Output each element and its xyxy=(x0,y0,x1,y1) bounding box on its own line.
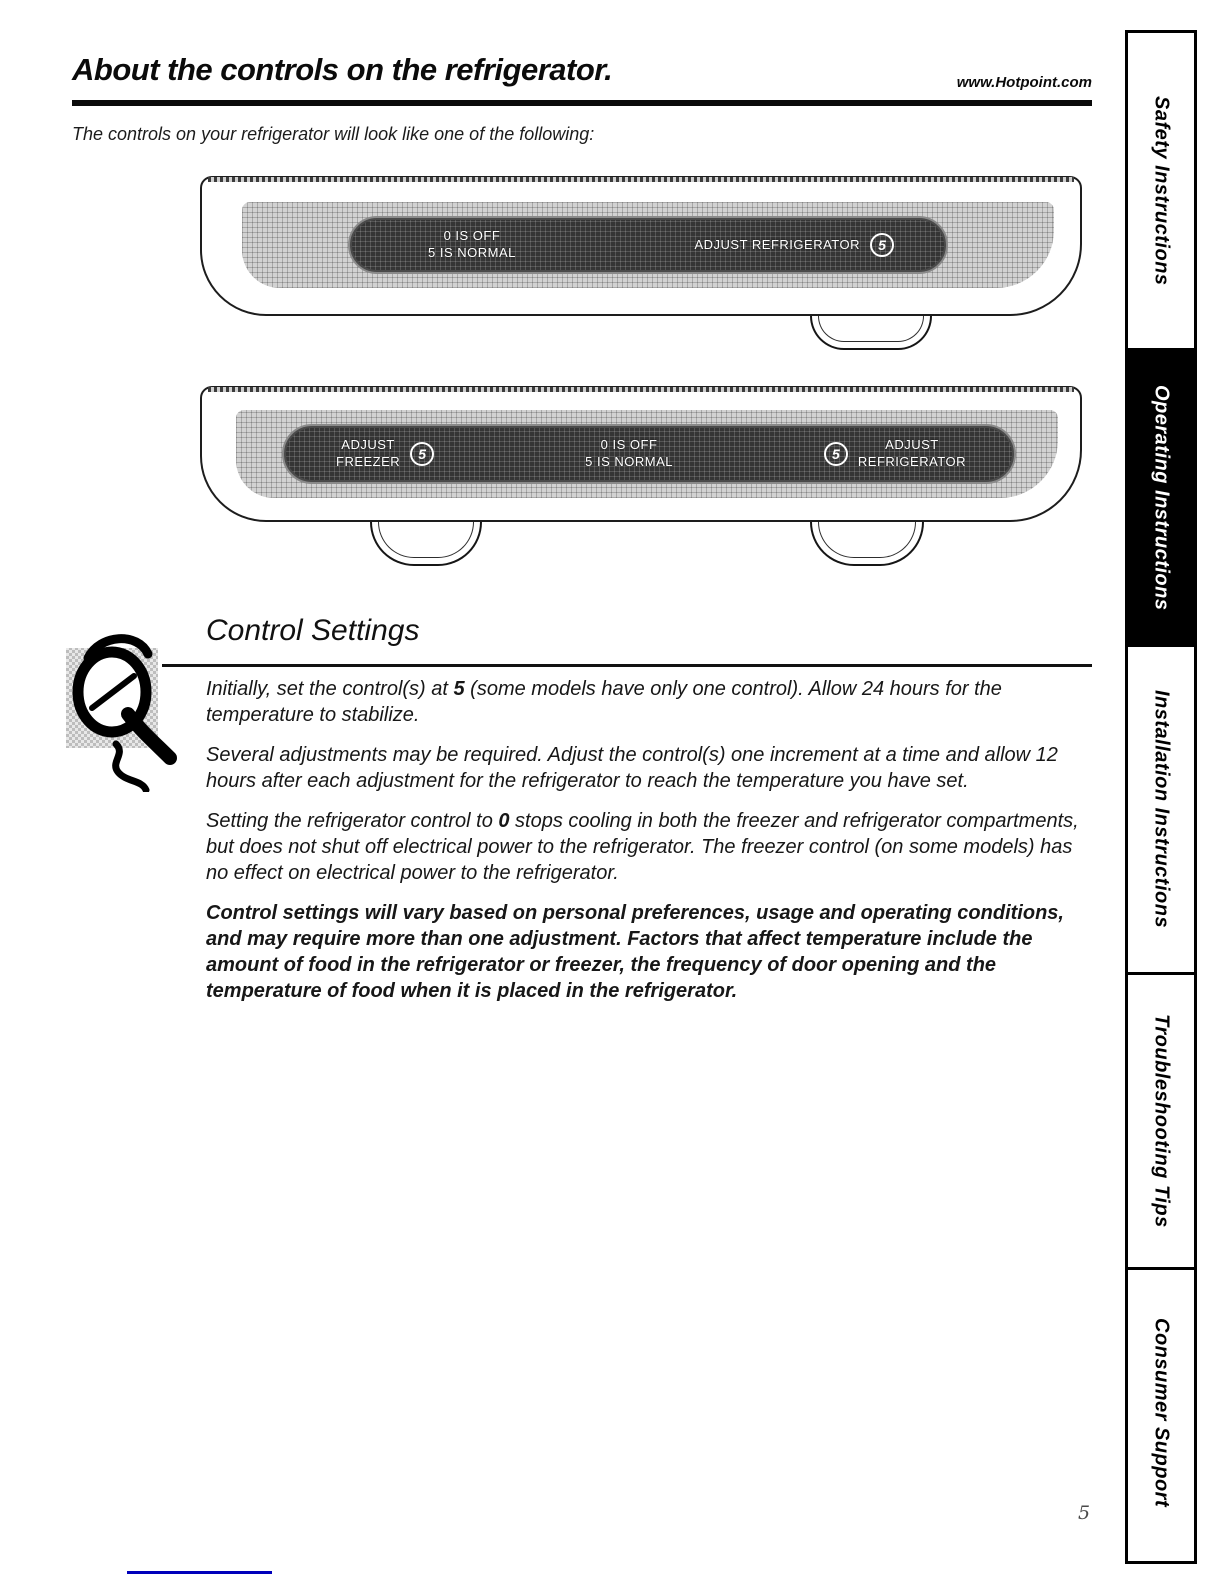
dial-scale-label: 0 IS OFF 5 IS NORMAL xyxy=(428,228,516,260)
adjust-refrigerator-label: ADJUST REFRIGERATOR xyxy=(694,236,860,252)
adjust-refrigerator-label: ADJUST REFRIGERATOR xyxy=(857,437,966,469)
dial-scale-label: 0 IS OFF 5 IS NORMAL xyxy=(585,437,673,469)
intro-text: The controls on your refrigerator will look like one of the following: xyxy=(72,124,595,144)
page-number: 5 xyxy=(1078,1502,1091,1524)
tab-installation-instructions xyxy=(1128,647,1194,975)
panel-top-hatch xyxy=(208,177,1074,182)
dial-hand-icon xyxy=(60,596,194,792)
paragraph-initial-setting: Initially, set the control(s) at 5 (some models have only one control). Allow 24 hours for the temperature to stabilize. xyxy=(206,678,1002,726)
control-panel-single-dial xyxy=(200,176,1082,316)
adjust-freezer-label: ADJUST FREEZER xyxy=(336,437,401,469)
refrigerator-dial-indicator: 5 xyxy=(870,233,894,257)
tab-label: Operating Instructions xyxy=(1150,384,1173,611)
control-knob xyxy=(810,316,932,350)
adjust-freezer-group xyxy=(336,437,434,471)
control-panel-dual-dial xyxy=(200,386,1082,522)
page-title: About the controls on the refrigerator. xyxy=(72,52,613,87)
tab-operating-instructions xyxy=(1128,351,1194,647)
panel-gray-band xyxy=(236,410,1058,498)
refrigerator-control-knob xyxy=(810,522,924,566)
refrigerator-dial-indicator: 5 xyxy=(824,442,848,466)
paragraph-adjustments: Several adjustments may be required. Adjust the control(s) one increment at a time and allow 12 hours after each adjustment for the refrigerator to reach the temperature you have set. xyxy=(206,744,1058,792)
adjust-refrigerator-group xyxy=(824,437,966,471)
tab-consumer-support xyxy=(1128,1270,1194,1555)
paragraph-off-setting: Setting the refrigerator control to 0 stops cooling in both the freezer and refrigerator compartments, but does not shut off electrical power to the refrigerator. The freezer control (on some models) has no effect on electrical power to the refrigerator. xyxy=(206,810,1079,884)
section-body xyxy=(206,676,1086,1018)
tab-label: Installation Instructions xyxy=(1150,690,1173,929)
panel-display-strip xyxy=(348,216,948,274)
tab-label: Troubleshooting Tips xyxy=(1150,1014,1173,1228)
paragraph-settings-vary: Control settings will vary based on personal preferences, usage and operating conditions, and may require more than one adjustment. Factors that affect temperature include the amount of food in the refrigerator or freezer, the frequency of door opening and the temperature of food when it is placed in the refrigerator. xyxy=(206,902,1064,1002)
website-text: www.Hotpoint.com xyxy=(956,74,1092,91)
title-divider xyxy=(72,100,1092,106)
tab-label: Consumer Support xyxy=(1150,1317,1173,1508)
footer-accent-line xyxy=(127,1571,272,1574)
panel-gray-band xyxy=(242,202,1054,288)
tab-troubleshooting-tips xyxy=(1128,975,1194,1270)
section-divider xyxy=(162,664,1092,667)
panel-display-strip xyxy=(282,424,1016,484)
tab-label: Safety Instructions xyxy=(1150,95,1173,286)
freezer-control-knob xyxy=(370,522,482,566)
section-tab-strip xyxy=(1125,30,1197,1564)
freezer-dial-indicator: 5 xyxy=(410,442,434,466)
tab-safety-instructions xyxy=(1128,33,1194,351)
panel-top-hatch xyxy=(208,387,1074,392)
adjust-refrigerator-group xyxy=(694,233,894,257)
section-heading: Control Settings xyxy=(206,614,420,647)
